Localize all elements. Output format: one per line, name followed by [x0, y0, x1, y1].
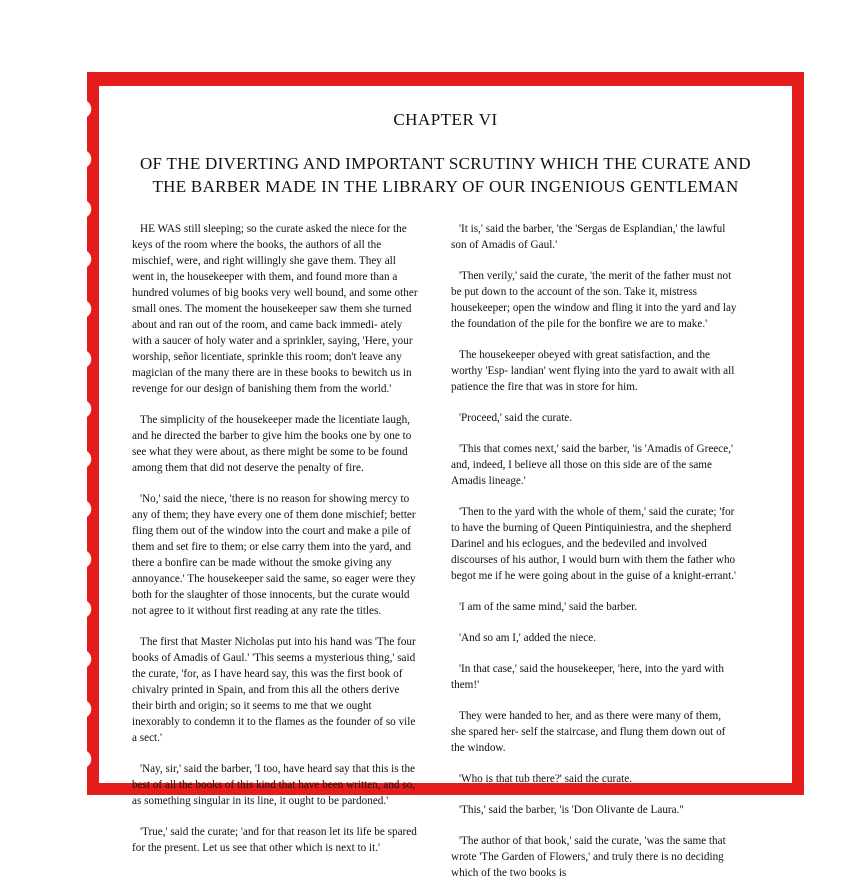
- chapter-heading: CHAPTER VI: [393, 110, 498, 129]
- paragraph: 'In that case,' said the housekeeper, 'here, into the yard with them!': [451, 663, 724, 691]
- paragraph: 'This that comes next,' said the barber, 'is 'Amadis of Greece,' and, indeed, I believe all those on this side are of the same Amadis lineage.': [451, 443, 734, 487]
- paragraph: 'The author of that book,' said the curate, 'was the same that wrote 'The Garden of Flowers,' and truly there is no deciding which of the two books is: [451, 835, 726, 879]
- paragraph: 'And so am I,' added the niece.: [459, 632, 596, 644]
- paragraph: 'True,' said the curate; 'and for that reason let its life be spared for the present. Let us see that other which is next to it.': [132, 826, 417, 854]
- paragraph: 'It is,' said the barber, 'the 'Sergas de Esplandian,' the lawful son of Amadis of Gaul.': [451, 223, 726, 251]
- paragraph: 'Proceed,' said the curate.: [459, 412, 573, 424]
- paragraph: 'I am of the same mind,' said the barber.: [459, 601, 638, 613]
- paragraph: 'Who is that tub there?' said the curate.: [459, 773, 633, 785]
- paragraph: 'This,' said the barber, 'is 'Don Olivante de Laura.'': [459, 804, 684, 816]
- left-text-column: [132, 221, 418, 871]
- paragraph: 'No,' said the niece, 'there is no reason for showing mercy to any of them; they have every one of them done mischief; better fling them out of the window into the court and make a pile of them and set fire to them; or else carry them into the yard, and there a bonfire can be made without the smoke giving any annoyance.' The housekeeper said the same, so eager were they both for the slaughter of those innocents, but the curate would not agree to it without first reading at any rate the titles.: [132, 493, 416, 617]
- chapter-title: OF THE DIVERTING AND IMPORTANT SCRUTINY WHICH THE CURATE AND THE BARBER MADE IN THE LIBRARY OF OUR INGENIOUS GENTLEMAN: [139, 154, 752, 196]
- book-page: [99, 86, 792, 879]
- paragraph: The simplicity of the housekeeper made the licentiate laugh, and he directed the barber to give him the books one by one to see what they were about, as there might be some to be found among them that did not deserve the penalty of fire.: [132, 414, 412, 474]
- paragraph: 'Then verily,' said the curate, 'the merit of the father must not be put down to the account of the son. Take it, mistress housekeeper; open the window and fling it into the yard and lay the foundation of the pile for the bonfire we are to make.': [451, 270, 737, 330]
- paragraph: They were handed to her, and as there were many of them, she spared her- self the staircase, and flung them down out of the window.: [451, 710, 726, 754]
- paragraph: The housekeeper obeyed with great satisfaction, and the worthy 'Esp- landian' went flying into the yard to await with all patience the fire that was in store for him.: [451, 349, 735, 393]
- paragraph: 'Nay, sir,' said the barber, 'I too, have heard say that this is the best of all the books of this kind that have been written, and so, as something singular in its line, it ought to be pardoned.': [132, 763, 416, 807]
- paragraph: 'Then to the yard with the whole of them,' said the curate; 'for to have the burning of Queen Pintiquiniestra, and the shepherd Darinel and his eclogues, and the bedeviled and involved discourses of his author, I would burn with them the father who begot me if he were going about in the guise of a knight-errant.': [451, 506, 737, 582]
- paragraph: The first that Master Nicholas put into his hand was 'The four books of Amadis of Gaul.' 'This seems a mysterious thing,' said the curate, 'for, as I have heard say, this was the first book of chivalry printed in Spain, and from this all the others derive their birth and origin; so it seems to me that we ought inexorably to condemn it to the flames as the founder of so vile a sect.': [132, 636, 416, 744]
- paragraph: HE WAS still sleeping; so the curate asked the niece for the keys of the room where the books, the authors of all the mischief, were, and right willingly she gave them. They all went in, the housekeeper with them, and found more than a hundred volumes of big books very well bound, and some other small ones. The moment the housekeeper saw them she turned about and ran out of the room, and came back immedi- ately with a saucer of holy water and a sprinkler, saying, 'Here, your worship, señor licentiate, sprinkle this room; don't leave any magician of the many there are in these books to bewitch us in revenge for our design of banishing them from the world.': [132, 223, 418, 395]
- right-text-column: [451, 221, 737, 896]
